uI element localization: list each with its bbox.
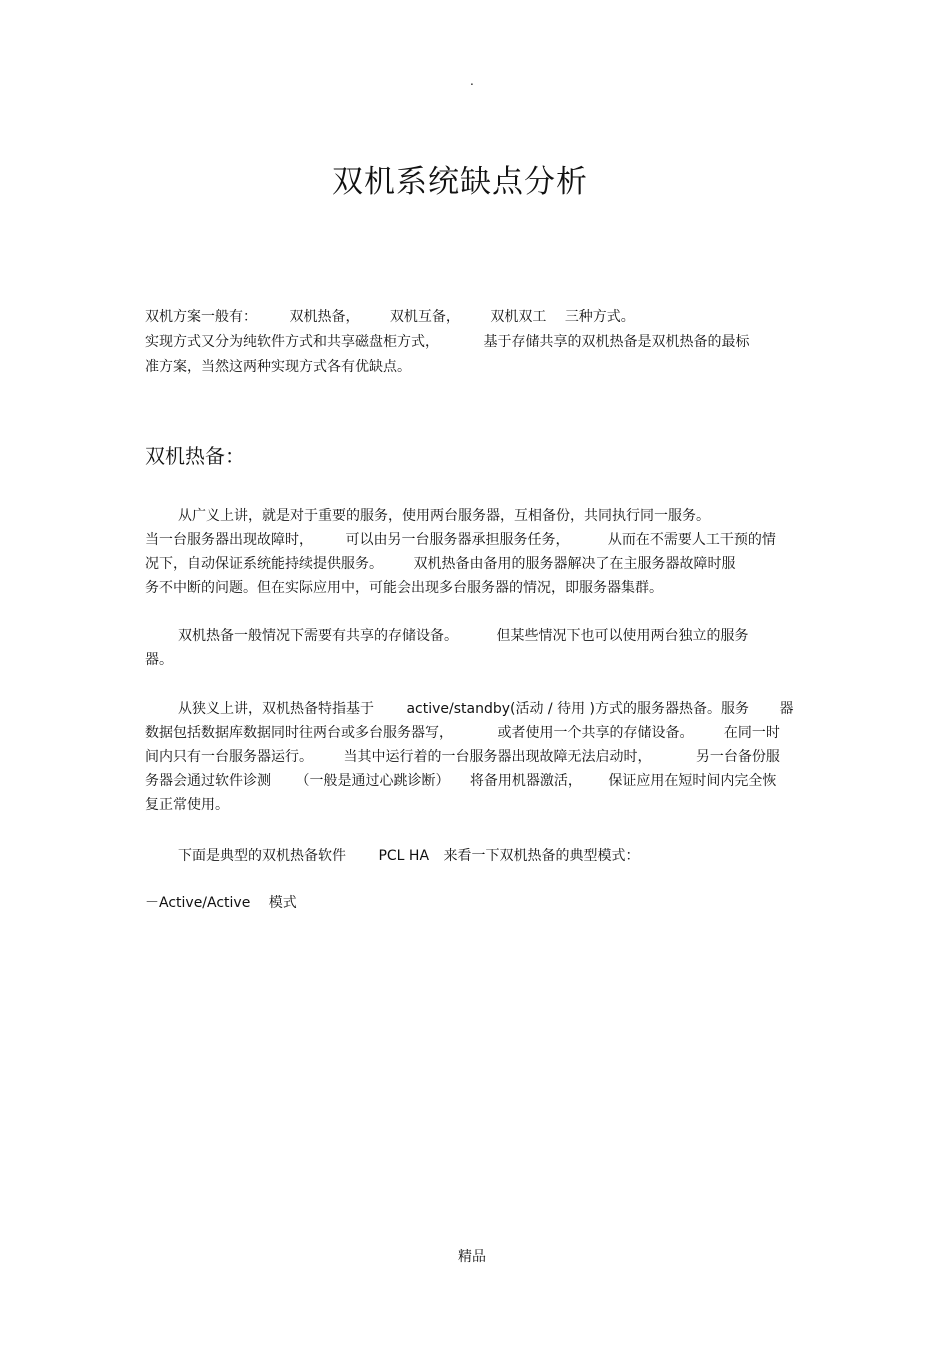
paragraph-text: 或者使用一个共享的存储设备。	[497, 725, 694, 741]
intro-text: 三种方式。	[564, 309, 635, 325]
paragraph-text: 模式	[268, 895, 297, 911]
paragraph-text: 复正常使用。	[145, 797, 229, 813]
footer-label: 精品	[458, 1249, 486, 1265]
paragraph-text: 双机热备一般情况下需要有共享的存储设备。	[178, 628, 458, 644]
paragraph-text: 在同一时	[723, 725, 780, 741]
header-dot: .	[470, 74, 474, 88]
paragraph-line	[145, 745, 780, 769]
paragraph-text: 器。	[145, 652, 173, 668]
paragraph-text: 务不中断的问题。但在实际应用中，可能会出现多台服务器的情况，即服务器集群。	[145, 580, 663, 596]
paragraph-line	[145, 648, 173, 672]
intro-text: 双机热备，	[289, 309, 360, 325]
paragraph-line	[145, 769, 776, 793]
paragraph-text: 况下，自动保证系统能持续提供服务。	[145, 556, 383, 572]
paragraph-text: 但某些情况下也可以使用两台独立的服务	[496, 628, 749, 644]
paragraph-line	[178, 504, 710, 528]
paragraph-text: 来看一下双机热备的典型模式：	[443, 848, 640, 864]
intro-line-2	[145, 330, 749, 354]
paragraph-text: PCL HA	[378, 848, 430, 864]
paragraph-text: 另一台备份服	[695, 749, 780, 765]
intro-text: 基于存储共享的双机热备是双机热备的最标	[483, 334, 750, 350]
paragraph-text: 器	[779, 701, 794, 717]
paragraph-text: 下面是典型的双机热备软件	[178, 848, 346, 864]
paragraph-line	[145, 552, 735, 576]
paragraph-text: 从广义上讲，就是对于重要的服务，使用两台服务器，互相备份，共同执行同一服务。	[178, 508, 710, 524]
page-title: 双机系统缺点分析	[332, 164, 588, 200]
intro-line-3	[145, 355, 411, 379]
paragraph-text: 从而在不需要人工干预的情	[607, 532, 776, 548]
paragraph-line	[145, 793, 229, 817]
paragraph-text: 保证应用在短时间内完全恢	[608, 773, 777, 789]
paragraph-text: 从狭义上讲，双机热备特指基于	[178, 701, 374, 717]
paragraph-line	[145, 721, 780, 745]
paragraph-line	[178, 624, 748, 648]
paragraph-text: 当一台服务器出现故障时，	[145, 532, 313, 548]
paragraph-text: 务器会通过软件诊测	[145, 773, 271, 789]
intro-text: 准方案，当然这两种实现方式各有优缺点。	[145, 359, 411, 375]
intro-text: 实现方式又分为纯软件方式和共享磁盘柜方式，	[145, 334, 439, 350]
paragraph-line	[178, 697, 793, 721]
paragraph-text: 将备用机器激活，	[469, 773, 582, 789]
paragraph-text: 双机热备由备用的服务器解决了在主服务器故障时服	[413, 556, 736, 572]
paragraph-text: （一般是通过心跳诊断）	[295, 773, 450, 789]
paragraph-text: 当其中运行着的一台服务器出现故障无法启动时，	[343, 749, 652, 765]
intro-text: 双机方案一般有：	[145, 309, 257, 325]
paragraph-text: active/standby(活动 / 待用 )方式的服务器热备。服务	[406, 701, 750, 717]
intro-text: 双机互备，	[389, 309, 460, 325]
paragraph-line	[145, 576, 663, 600]
section-heading: 双机热备：	[145, 444, 245, 468]
paragraph-text: 可以由另一台服务器承担服务任务，	[345, 532, 570, 548]
paragraph-text: 数据包括数据库数据同时往两台或多台服务器写，	[145, 725, 453, 741]
paragraph-line	[178, 844, 639, 868]
intro-line-1	[145, 305, 635, 329]
paragraph-line	[145, 528, 776, 552]
paragraph-text: 间内只有一台服务器运行。	[145, 749, 313, 765]
paragraph-text: －Active/Active	[145, 895, 251, 911]
paragraph-line	[145, 891, 297, 915]
intro-text: 双机双工	[490, 309, 547, 325]
